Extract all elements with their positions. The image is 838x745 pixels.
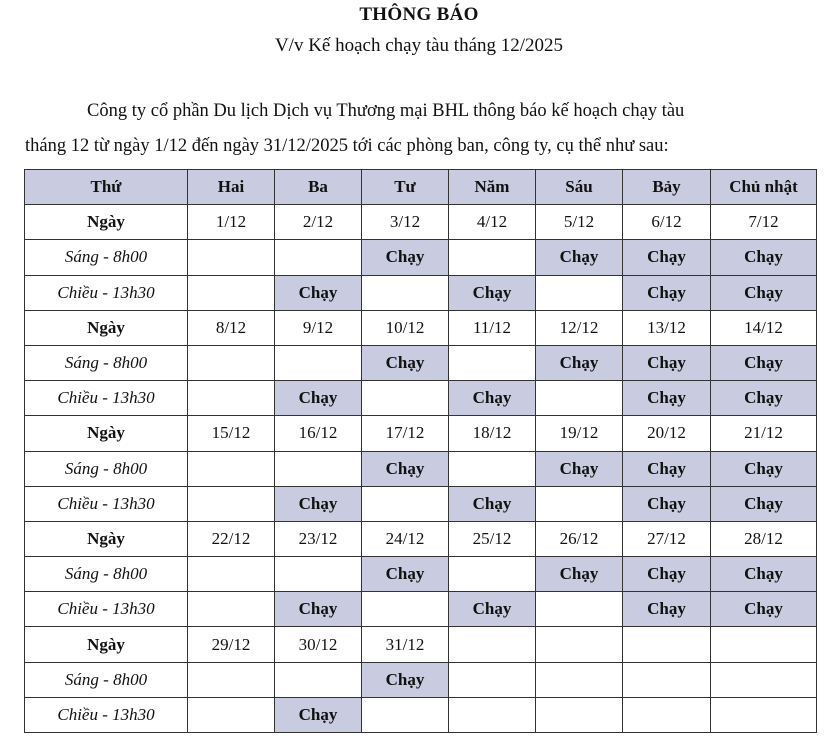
- run-cell: Chạy: [275, 697, 362, 732]
- empty-cell: [275, 662, 362, 697]
- empty-cell: [188, 486, 275, 521]
- empty-cell: [188, 381, 275, 416]
- date-cell: [449, 627, 536, 662]
- morning-row: [25, 345, 817, 380]
- run-cell: Chạy: [449, 486, 536, 521]
- date-cell: 10/12: [362, 310, 449, 345]
- run-cell: Chạy: [362, 345, 449, 380]
- date-cell: 20/12: [623, 416, 711, 451]
- empty-cell: [711, 662, 817, 697]
- date-cell: 9/12: [275, 310, 362, 345]
- header-cell: Năm: [449, 170, 536, 205]
- row-label-morning: Sáng - 8h00: [25, 662, 188, 697]
- date-row: [25, 627, 817, 662]
- row-label-day: Ngày: [25, 310, 188, 345]
- run-cell: Chạy: [536, 345, 623, 380]
- date-cell: 4/12: [449, 205, 536, 240]
- header-cell: Chủ nhật: [711, 170, 817, 205]
- date-cell: 22/12: [188, 521, 275, 556]
- row-label-day: Ngày: [25, 416, 188, 451]
- run-cell: Chạy: [711, 557, 817, 592]
- run-cell: Chạy: [711, 381, 817, 416]
- row-label-morning: Sáng - 8h00: [25, 451, 188, 486]
- run-cell: Chạy: [623, 486, 711, 521]
- run-cell: Chạy: [449, 592, 536, 627]
- run-cell: Chạy: [449, 275, 536, 310]
- empty-cell: [623, 662, 711, 697]
- row-label-day: Ngày: [25, 627, 188, 662]
- header-cell: Tư: [362, 170, 449, 205]
- empty-cell: [362, 486, 449, 521]
- date-cell: 30/12: [275, 627, 362, 662]
- run-cell: Chạy: [275, 592, 362, 627]
- run-cell: Chạy: [362, 662, 449, 697]
- date-cell: 5/12: [536, 205, 623, 240]
- run-cell: Chạy: [623, 451, 711, 486]
- date-cell: 31/12: [362, 627, 449, 662]
- afternoon-row: [25, 697, 817, 732]
- empty-cell: [188, 662, 275, 697]
- morning-row: [25, 240, 817, 275]
- empty-cell: [188, 345, 275, 380]
- run-cell: Chạy: [275, 275, 362, 310]
- date-cell: [536, 627, 623, 662]
- row-label-day: Ngày: [25, 205, 188, 240]
- empty-cell: [449, 697, 536, 732]
- morning-row: [25, 557, 817, 592]
- date-cell: 25/12: [449, 521, 536, 556]
- date-cell: 12/12: [536, 310, 623, 345]
- empty-cell: [449, 557, 536, 592]
- date-cell: 26/12: [536, 521, 623, 556]
- run-cell: Chạy: [362, 240, 449, 275]
- date-row: [25, 205, 817, 240]
- empty-cell: [711, 697, 817, 732]
- header-cell: Ba: [275, 170, 362, 205]
- run-cell: Chạy: [623, 345, 711, 380]
- date-cell: 29/12: [188, 627, 275, 662]
- date-cell: 16/12: [275, 416, 362, 451]
- run-cell: Chạy: [623, 592, 711, 627]
- run-cell: Chạy: [623, 275, 711, 310]
- date-cell: 6/12: [623, 205, 711, 240]
- intro-paragraph-line-2: tháng 12 từ ngày 1/12 đến ngày 31/12/2025 tới các phòng ban, công ty, cụ thể như sau:: [25, 136, 669, 156]
- row-label-afternoon: Chiều - 13h30: [25, 697, 188, 732]
- run-cell: Chạy: [623, 381, 711, 416]
- empty-cell: [188, 592, 275, 627]
- header-cell: Thứ: [25, 170, 188, 205]
- run-cell: Chạy: [623, 240, 711, 275]
- date-cell: 24/12: [362, 521, 449, 556]
- empty-cell: [623, 697, 711, 732]
- run-cell: Chạy: [623, 557, 711, 592]
- header-cell: Hai: [188, 170, 275, 205]
- afternoon-row: [25, 486, 817, 521]
- date-cell: [623, 627, 711, 662]
- notice-subtitle: V/v Kế hoạch chạy tàu tháng 12/2025: [274, 35, 564, 56]
- schedule-table: [24, 169, 817, 733]
- empty-cell: [188, 697, 275, 732]
- empty-cell: [275, 557, 362, 592]
- run-cell: Chạy: [362, 451, 449, 486]
- empty-cell: [188, 557, 275, 592]
- date-cell: 28/12: [711, 521, 817, 556]
- empty-cell: [362, 275, 449, 310]
- run-cell: Chạy: [362, 557, 449, 592]
- run-cell: Chạy: [536, 240, 623, 275]
- empty-cell: [449, 451, 536, 486]
- date-cell: 1/12: [188, 205, 275, 240]
- run-cell: Chạy: [536, 451, 623, 486]
- empty-cell: [188, 240, 275, 275]
- date-cell: 2/12: [275, 205, 362, 240]
- empty-cell: [536, 275, 623, 310]
- afternoon-row: [25, 592, 817, 627]
- date-cell: 14/12: [711, 310, 817, 345]
- row-label-day: Ngày: [25, 521, 188, 556]
- row-label-afternoon: Chiều - 13h30: [25, 381, 188, 416]
- date-cell: 8/12: [188, 310, 275, 345]
- afternoon-row: [25, 275, 817, 310]
- row-label-morning: Sáng - 8h00: [25, 557, 188, 592]
- row-label-afternoon: Chiều - 13h30: [25, 592, 188, 627]
- empty-cell: [362, 381, 449, 416]
- date-cell: 19/12: [536, 416, 623, 451]
- date-cell: 3/12: [362, 205, 449, 240]
- afternoon-row: [25, 381, 817, 416]
- header-row: [25, 170, 817, 205]
- empty-cell: [536, 662, 623, 697]
- morning-row: [25, 662, 817, 697]
- empty-cell: [275, 451, 362, 486]
- empty-cell: [275, 345, 362, 380]
- date-cell: 15/12: [188, 416, 275, 451]
- date-cell: [711, 627, 817, 662]
- empty-cell: [449, 662, 536, 697]
- row-label-afternoon: Chiều - 13h30: [25, 486, 188, 521]
- schedule-body: [25, 205, 817, 733]
- empty-cell: [536, 486, 623, 521]
- run-cell: Chạy: [711, 240, 817, 275]
- date-row: [25, 416, 817, 451]
- empty-cell: [536, 697, 623, 732]
- empty-cell: [188, 451, 275, 486]
- run-cell: Chạy: [711, 345, 817, 380]
- empty-cell: [362, 697, 449, 732]
- date-row: [25, 521, 817, 556]
- empty-cell: [449, 345, 536, 380]
- date-cell: 13/12: [623, 310, 711, 345]
- empty-cell: [275, 240, 362, 275]
- date-cell: 17/12: [362, 416, 449, 451]
- row-label-morning: Sáng - 8h00: [25, 240, 188, 275]
- date-row: [25, 310, 817, 345]
- run-cell: Chạy: [711, 592, 817, 627]
- intro-paragraph-line-1: Công ty cổ phần Du lịch Dịch vụ Thương mại BHL thông báo kế hoạch chạy tàu: [87, 101, 685, 121]
- run-cell: Chạy: [711, 451, 817, 486]
- empty-cell: [188, 275, 275, 310]
- empty-cell: [536, 592, 623, 627]
- row-label-afternoon: Chiều - 13h30: [25, 275, 188, 310]
- run-cell: Chạy: [449, 381, 536, 416]
- run-cell: Chạy: [711, 486, 817, 521]
- date-cell: 23/12: [275, 521, 362, 556]
- run-cell: Chạy: [711, 275, 817, 310]
- run-cell: Chạy: [275, 486, 362, 521]
- header-cell: Sáu: [536, 170, 623, 205]
- date-cell: 27/12: [623, 521, 711, 556]
- run-cell: Chạy: [275, 381, 362, 416]
- empty-cell: [449, 240, 536, 275]
- row-label-morning: Sáng - 8h00: [25, 345, 188, 380]
- date-cell: 18/12: [449, 416, 536, 451]
- empty-cell: [536, 381, 623, 416]
- date-cell: 11/12: [449, 310, 536, 345]
- notice-title: THÔNG BÁO: [359, 4, 479, 25]
- empty-cell: [362, 592, 449, 627]
- header-cell: Bảy: [623, 170, 711, 205]
- date-cell: 7/12: [711, 205, 817, 240]
- run-cell: Chạy: [536, 557, 623, 592]
- morning-row: [25, 451, 817, 486]
- date-cell: 21/12: [711, 416, 817, 451]
